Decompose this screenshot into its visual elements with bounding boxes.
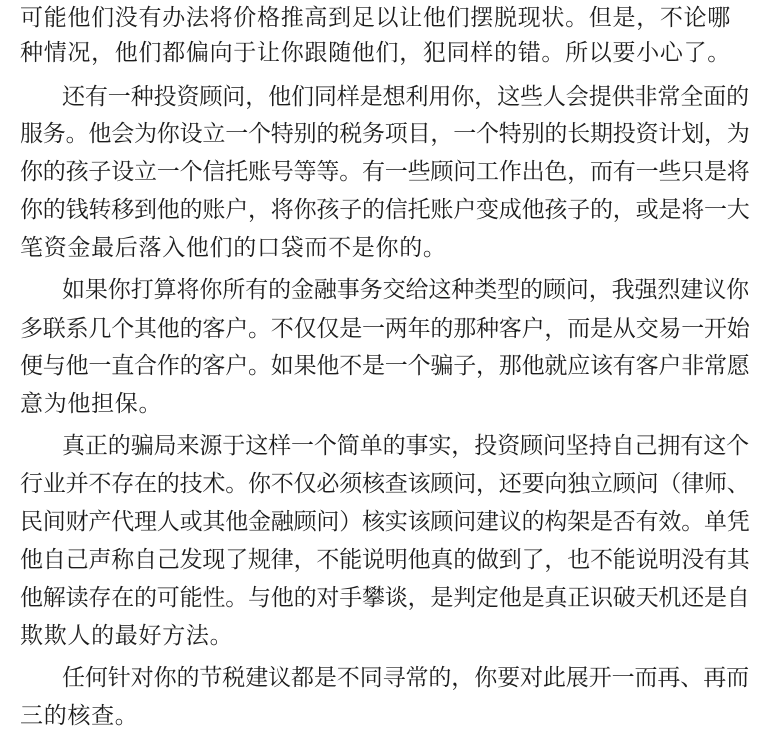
text-line: 便与他一直合作的客户。如果他不是一个骗子，那他就应该有客户非常愿 <box>20 353 750 379</box>
paragraph-start-line: 任何针对你的节税建议都是不同寻常的，你要对此展开一而再、再而 <box>62 665 750 691</box>
text-line: 民间财产代理人或其他金融顾问）核实该顾问建议的构架是否有效。单凭 <box>20 509 750 535</box>
text-line: 多联系几个其他的客户。不仅仅是一两年的那种客户，而是从交易一开始 <box>20 316 750 342</box>
text-line: 服务。他会为你设立一个特别的税务项目，一个特别的长期投资计划，为 <box>20 121 750 147</box>
text-line: 你的孩子设立一个信托账号等等。有一些顾问工作出色，而有一些只是将 <box>20 159 750 185</box>
text-line: 笔资金最后落入他们的口袋而不是你的。 <box>20 235 447 261</box>
text-line: 他自己声称自己发现了规律，不能说明他真的做到了，也不能说明没有其 <box>20 547 750 573</box>
paragraph-start-line: 真正的骗局来源于这样一个简单的事实，投资顾问坚持自己拥有这个 <box>62 433 750 459</box>
text-line: 意为他担保。 <box>20 391 163 417</box>
text-line: 种情况，他们都偏向于让你跟随他们，犯同样的错。所以要小心了。 <box>20 40 731 66</box>
text-line: 他解读存在的可能性。与他的对手攀谈，是判定他是真正识破天机还是自 <box>20 585 750 611</box>
text-line: 可能他们没有办法将价格推高到足以让他们摆脱现状。但是，不论哪 <box>20 5 731 31</box>
paragraph-start-line: 还有一种投资顾问，他们同样是想利用你，这些人会提供非常全面的 <box>62 84 750 110</box>
text-line: 行业并不存在的技术。你不仅必须核查该顾问，还要向独立顾问（律师、 <box>20 471 750 497</box>
paragraph-start-line: 如果你打算将你所有的金融事务交给这种类型的顾问，我强烈建议你 <box>62 277 750 303</box>
text-line: 三的核查。 <box>20 703 139 729</box>
text-line: 欺欺人的最好方法。 <box>20 623 234 649</box>
text-line: 你的钱转移到他的账户，将你孩子的信托账户变成他孩子的，或是将一大 <box>20 197 750 223</box>
